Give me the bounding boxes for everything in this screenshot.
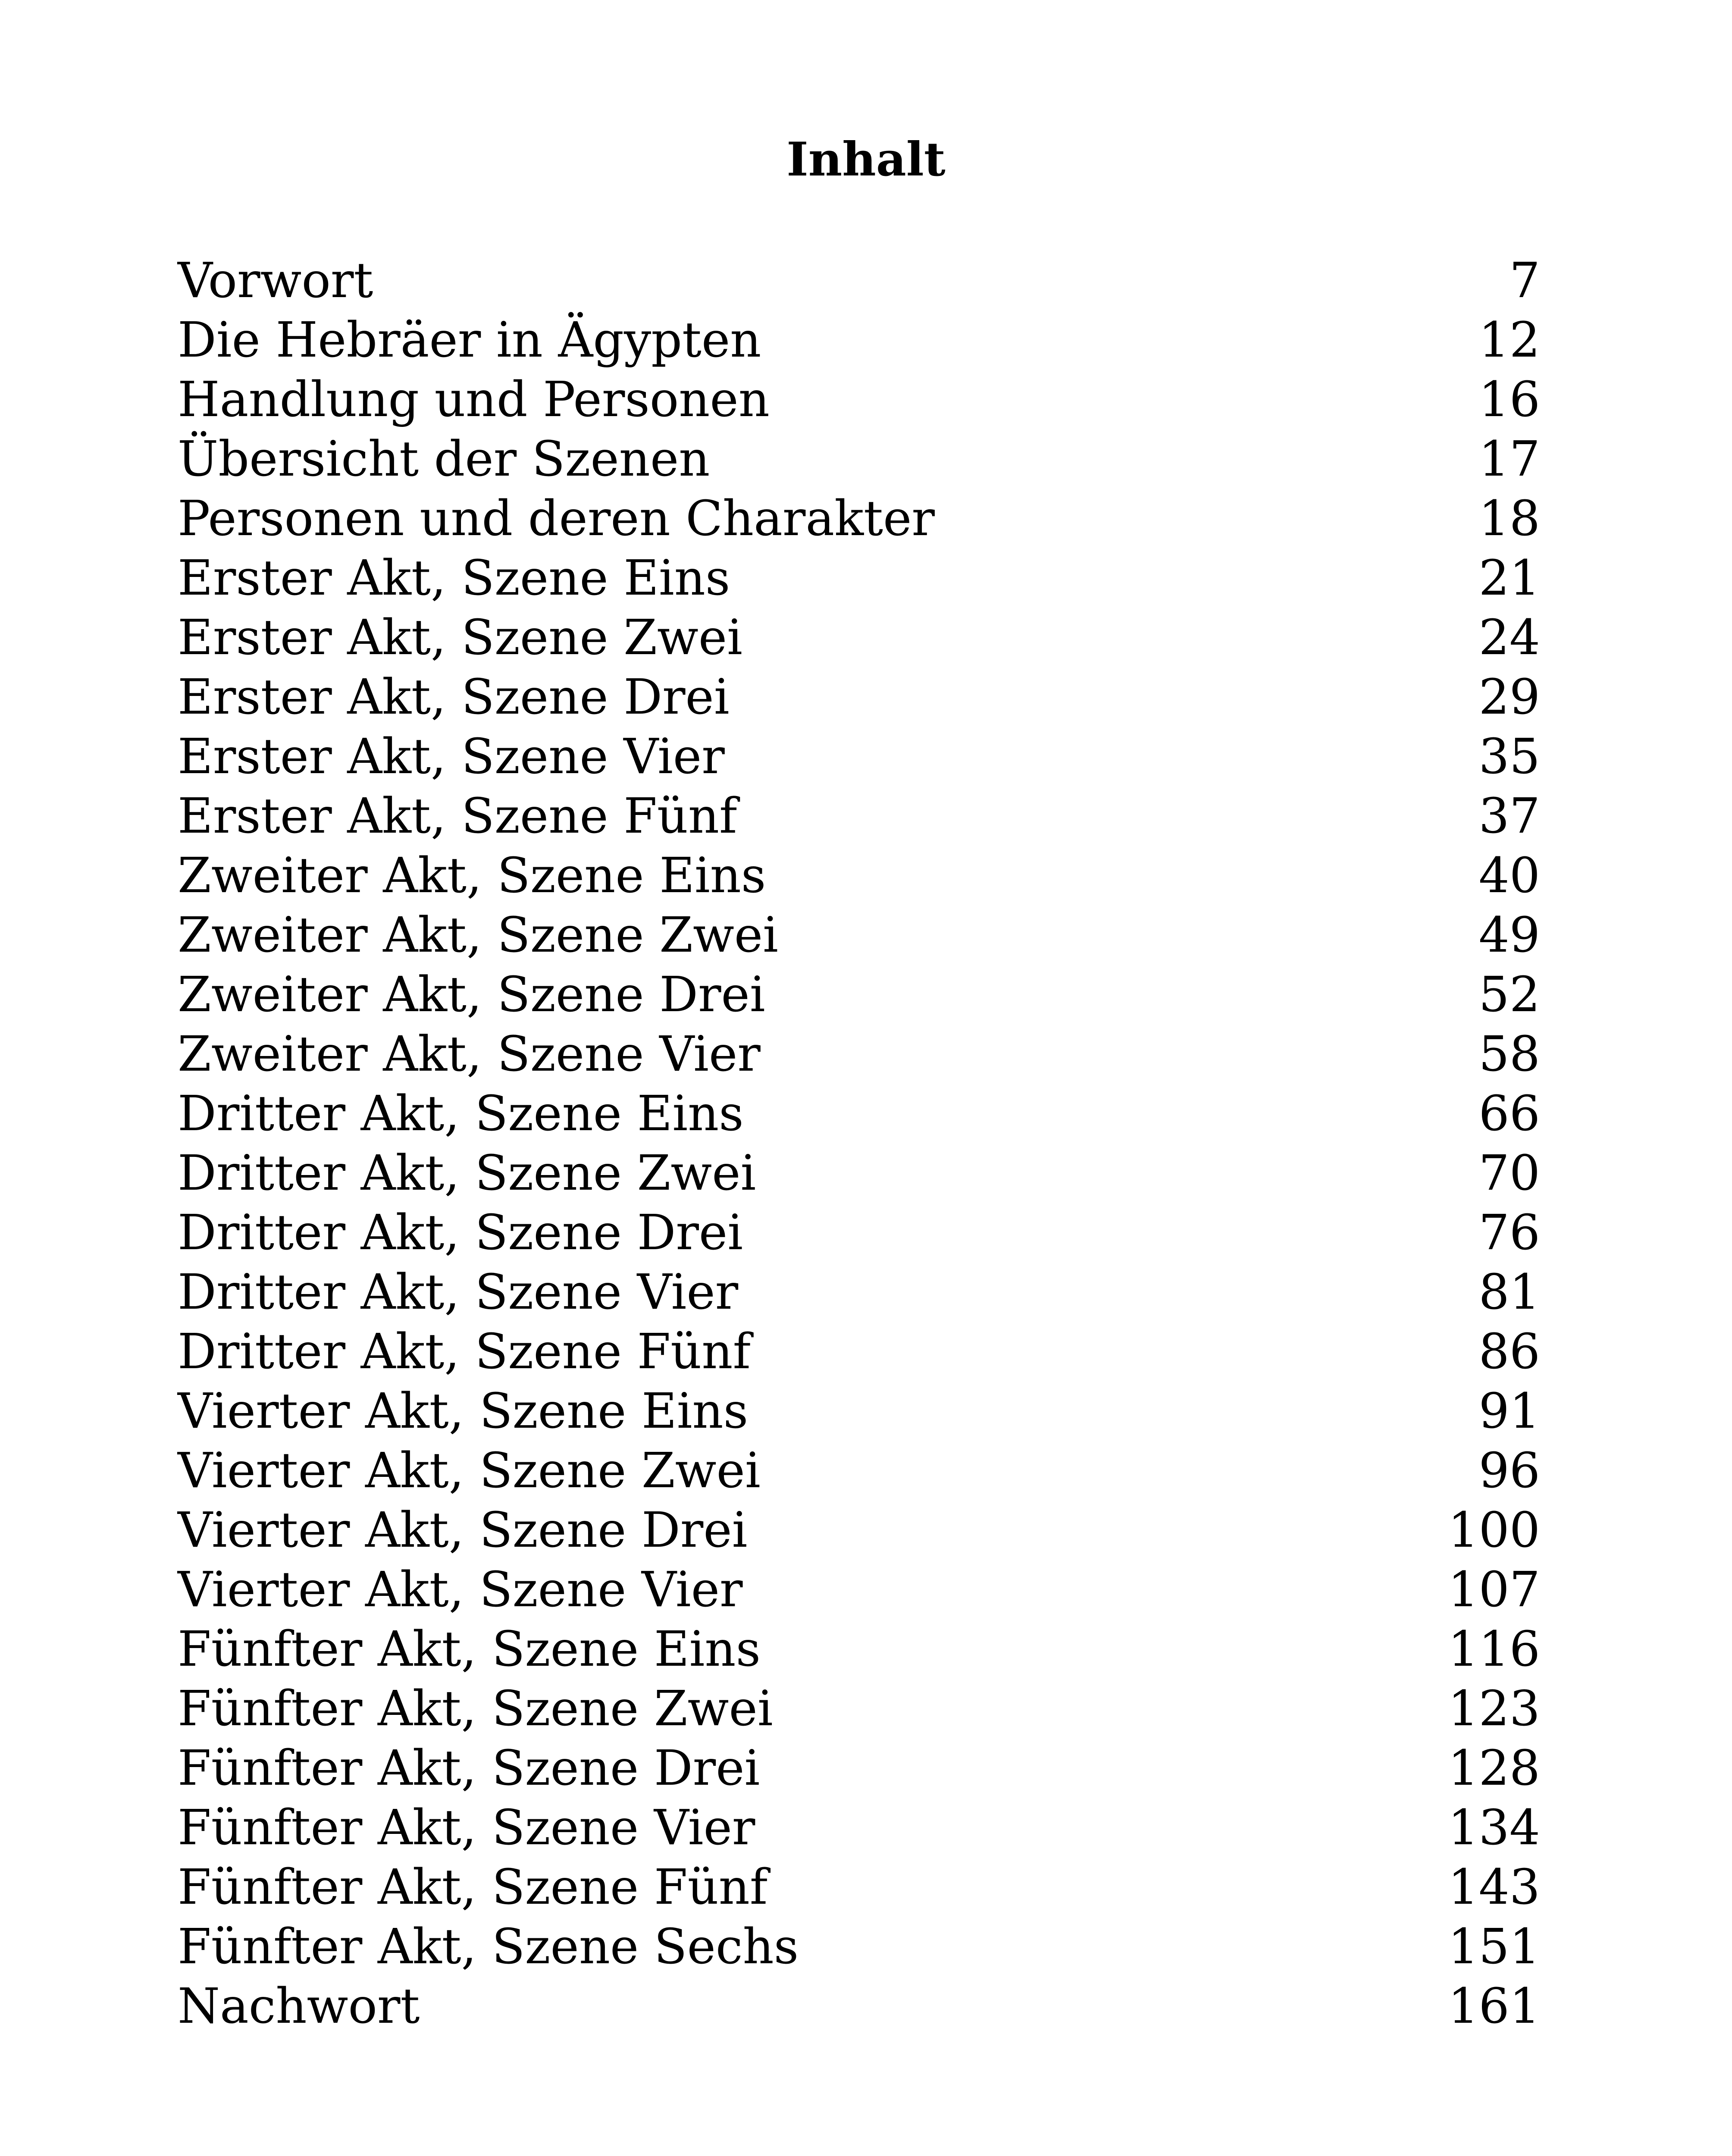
toc-entry-title: Erster Akt, Szene Eins bbox=[178, 550, 730, 606]
toc-entry-page: 143 bbox=[1448, 1859, 1540, 1915]
toc-entry-page: 116 bbox=[1448, 1621, 1540, 1677]
toc-entry-title: Nachwort bbox=[178, 1978, 420, 2034]
toc-entry-page: 40 bbox=[1478, 848, 1540, 904]
toc-entry-page: 151 bbox=[1448, 1919, 1540, 1975]
toc-entry-title: Dritter Akt, Szene Vier bbox=[178, 1264, 739, 1320]
toc-entry-page: 29 bbox=[1478, 669, 1540, 725]
toc-entry-title: Handlung und Personen bbox=[178, 372, 770, 428]
toc-entry bbox=[178, 608, 1540, 667]
toc-entry-title: Fünfter Akt, Szene Eins bbox=[178, 1621, 761, 1677]
toc-entry-page: 7 bbox=[1509, 253, 1540, 309]
toc-entry-page: 52 bbox=[1478, 967, 1540, 1023]
toc-entry bbox=[178, 1382, 1540, 1441]
toc-entry-page: 21 bbox=[1478, 550, 1540, 606]
toc-entry-page: 17 bbox=[1478, 431, 1540, 487]
toc-entry bbox=[178, 1620, 1540, 1679]
toc-entry-title: Fünfter Akt, Szene Vier bbox=[178, 1800, 755, 1856]
toc-entry-title: Zweiter Akt, Szene Drei bbox=[178, 967, 765, 1023]
toc-entry-title: Zweiter Akt, Szene Zwei bbox=[178, 907, 778, 963]
toc-entry-title: Zweiter Akt, Szene Eins bbox=[178, 848, 766, 904]
toc-entry bbox=[178, 489, 1540, 548]
toc-entry bbox=[178, 1025, 1540, 1084]
toc-entry bbox=[178, 548, 1540, 608]
toc-entry-page: 58 bbox=[1478, 1026, 1540, 1082]
toc-entry bbox=[178, 727, 1540, 787]
toc-entry bbox=[178, 1441, 1540, 1501]
toc-entry bbox=[178, 1560, 1540, 1620]
toc-entry-title: Dritter Akt, Szene Fünf bbox=[178, 1324, 751, 1380]
toc-entry-page: 128 bbox=[1448, 1740, 1540, 1796]
toc-entry-title: Vorwort bbox=[178, 253, 373, 309]
toc-entry-page: 24 bbox=[1478, 610, 1540, 666]
toc-entry bbox=[178, 1322, 1540, 1382]
toc-entry-title: Die Hebräer in Ägypten bbox=[178, 312, 761, 368]
toc-entry bbox=[178, 370, 1540, 429]
toc-entry-page: 134 bbox=[1448, 1800, 1540, 1856]
toc-entry-page: 86 bbox=[1478, 1324, 1540, 1380]
table-of-contents bbox=[178, 251, 1540, 2036]
toc-entry-title: Vierter Akt, Szene Eins bbox=[178, 1383, 749, 1439]
toc-entry-page: 96 bbox=[1478, 1443, 1540, 1499]
toc-entry-page: 91 bbox=[1478, 1383, 1540, 1439]
page-title: Inhalt bbox=[786, 132, 946, 187]
toc-entry bbox=[178, 846, 1540, 906]
toc-entry-title: Fünfter Akt, Szene Fünf bbox=[178, 1859, 768, 1915]
toc-entry-title: Erster Akt, Szene Drei bbox=[178, 669, 730, 725]
toc-entry-page: 49 bbox=[1478, 907, 1540, 963]
toc-entry-title: Fünfter Akt, Szene Zwei bbox=[178, 1681, 773, 1737]
toc-entry bbox=[178, 1263, 1540, 1322]
toc-entry bbox=[178, 667, 1540, 727]
toc-entry-page: 35 bbox=[1478, 729, 1540, 785]
toc-entry-page: 107 bbox=[1448, 1562, 1540, 1618]
toc-entry-page: 123 bbox=[1448, 1681, 1540, 1737]
toc-entry-page: 16 bbox=[1478, 372, 1540, 428]
toc-entry-page: 76 bbox=[1478, 1205, 1540, 1261]
toc-entry bbox=[178, 1858, 1540, 1917]
toc-entry bbox=[178, 1917, 1540, 1977]
toc-entry-page: 18 bbox=[1478, 491, 1540, 547]
toc-entry-title: Dritter Akt, Szene Eins bbox=[178, 1086, 744, 1142]
toc-entry-title: Vierter Akt, Szene Zwei bbox=[178, 1443, 761, 1499]
toc-entry-title: Übersicht der Szenen bbox=[178, 431, 710, 487]
toc-entry-page: 66 bbox=[1478, 1086, 1540, 1142]
toc-entry-page: 161 bbox=[1448, 1978, 1540, 2034]
toc-entry-title: Dritter Akt, Szene Zwei bbox=[178, 1145, 756, 1201]
toc-entry-title: Vierter Akt, Szene Vier bbox=[178, 1562, 743, 1618]
toc-entry bbox=[178, 1977, 1540, 2036]
toc-entry bbox=[178, 1501, 1540, 1560]
toc-entry-page: 70 bbox=[1478, 1145, 1540, 1201]
toc-entry bbox=[178, 1144, 1540, 1203]
toc-entry-title: Fünfter Akt, Szene Sechs bbox=[178, 1919, 799, 1975]
toc-entry bbox=[178, 787, 1540, 846]
toc-entry-title: Dritter Akt, Szene Drei bbox=[178, 1205, 743, 1261]
toc-entry bbox=[178, 429, 1540, 489]
toc-entry-title: Personen und deren Charakter bbox=[178, 491, 935, 547]
toc-entry-title: Vierter Akt, Szene Drei bbox=[178, 1502, 748, 1558]
toc-entry-page: 81 bbox=[1478, 1264, 1540, 1320]
toc-entry bbox=[178, 310, 1540, 370]
toc-entry-page: 37 bbox=[1478, 788, 1540, 844]
toc-entry bbox=[178, 1679, 1540, 1739]
toc-entry bbox=[178, 1203, 1540, 1263]
toc-entry-page: 12 bbox=[1478, 312, 1540, 368]
toc-entry bbox=[178, 1798, 1540, 1858]
toc-entry bbox=[178, 251, 1540, 310]
toc-entry bbox=[178, 1739, 1540, 1798]
toc-entry bbox=[178, 1084, 1540, 1144]
toc-entry bbox=[178, 965, 1540, 1025]
toc-entry bbox=[178, 906, 1540, 965]
toc-entry-title: Erster Akt, Szene Fünf bbox=[178, 788, 737, 844]
toc-entry-title: Fünfter Akt, Szene Drei bbox=[178, 1740, 760, 1796]
toc-entry-page: 100 bbox=[1448, 1502, 1540, 1558]
toc-entry-title: Erster Akt, Szene Zwei bbox=[178, 610, 742, 666]
toc-entry-title: Zweiter Akt, Szene Vier bbox=[178, 1026, 761, 1082]
toc-entry-title: Erster Akt, Szene Vier bbox=[178, 729, 725, 785]
